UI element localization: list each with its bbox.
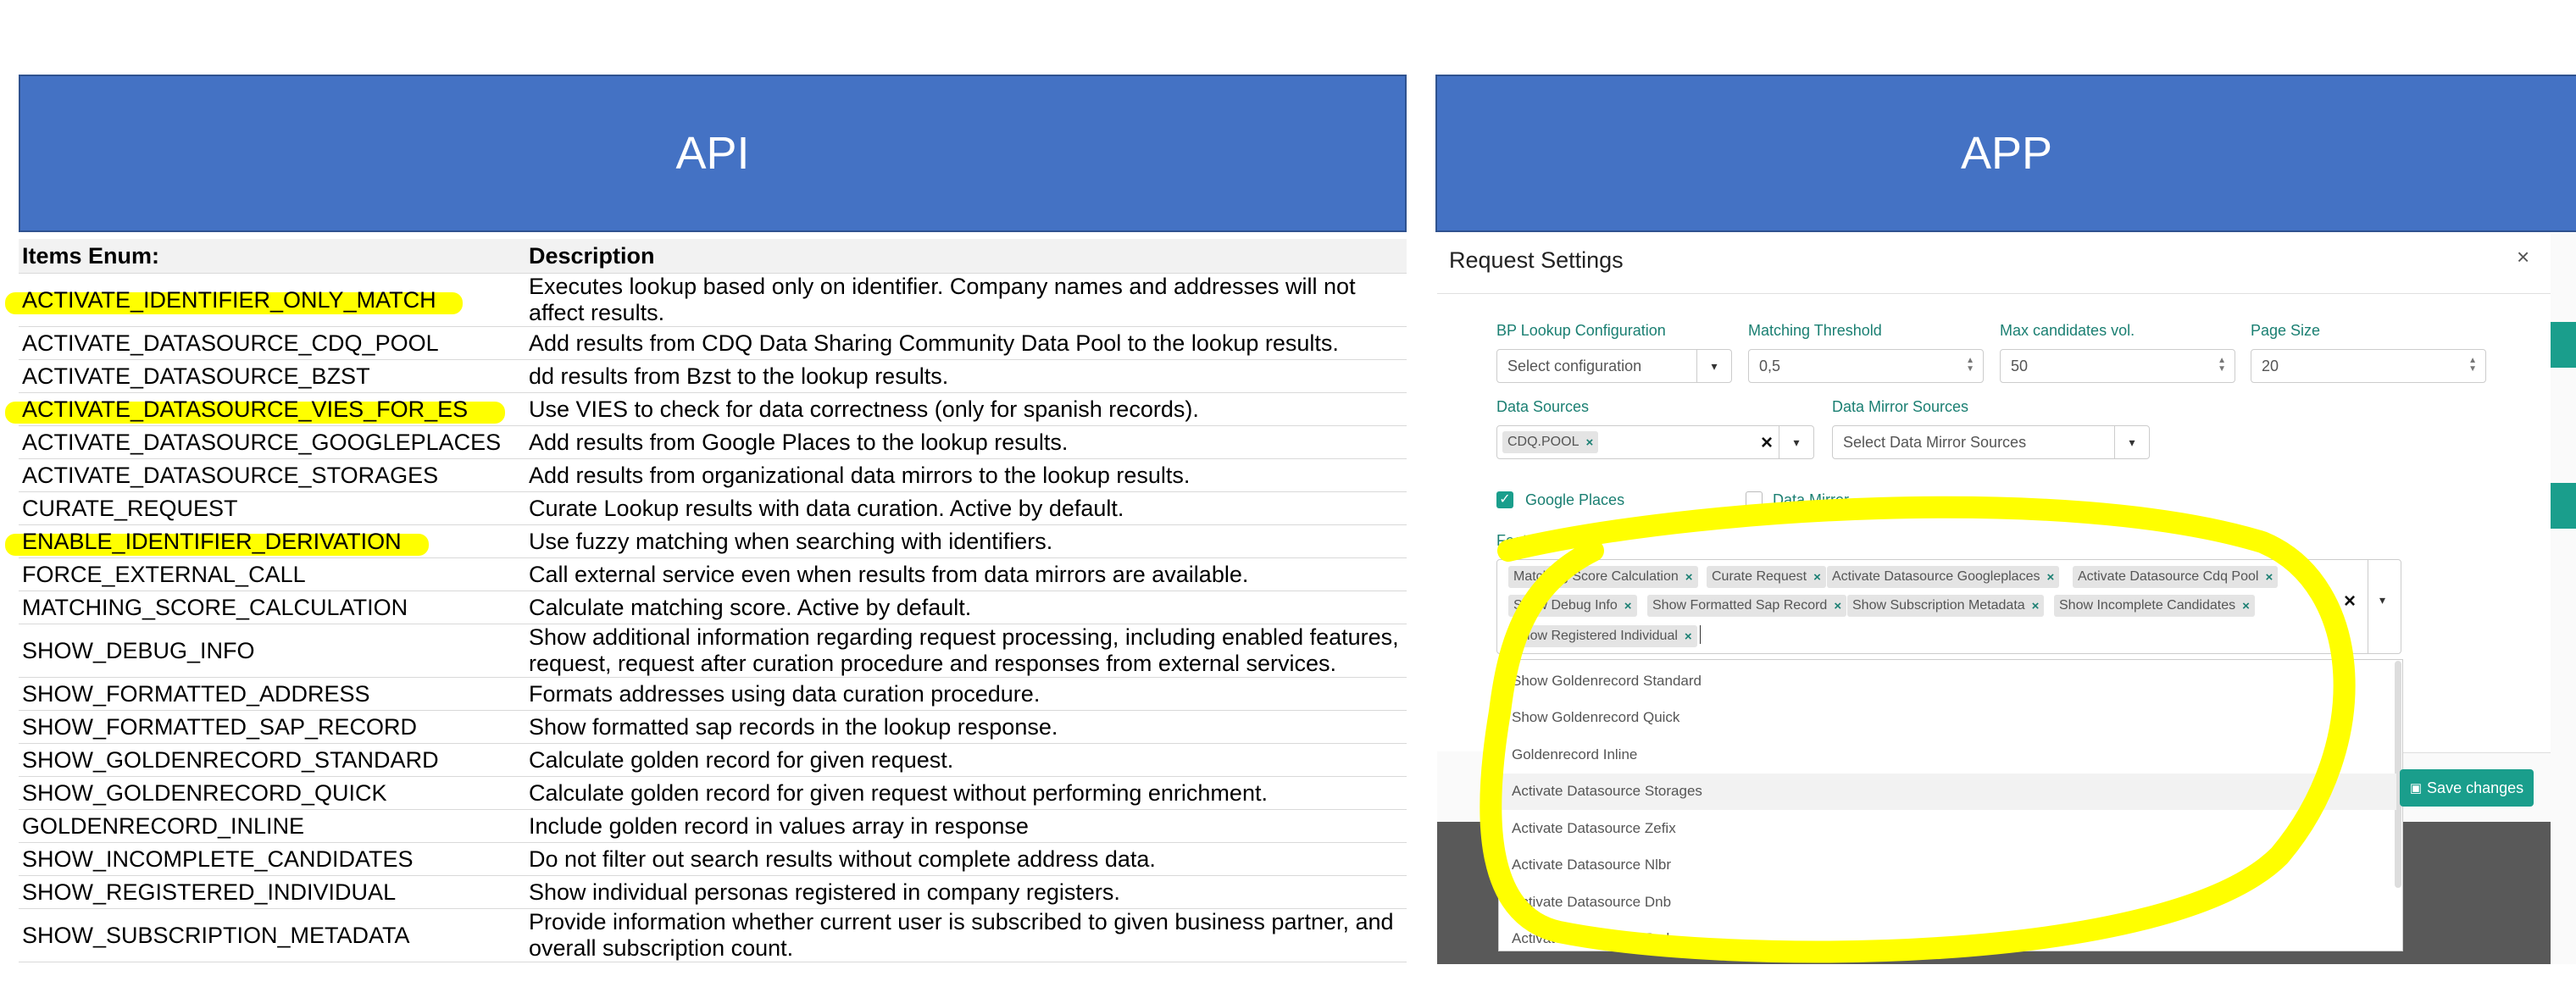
description-cell: Add results from Google Places to the lookup results.: [525, 426, 1407, 459]
remove-chip-icon[interactable]: ×: [1585, 435, 1594, 450]
enum-text: GOLDENRECORD_INLINE: [22, 812, 305, 839]
enum-cell: [19, 525, 525, 558]
table-row: [19, 426, 1407, 459]
save-changes-button[interactable]: [2400, 769, 2534, 807]
app-banner: [1435, 75, 2576, 232]
table-row: [19, 459, 1407, 492]
page-side-bar: [2551, 483, 2576, 529]
enum-text: SHOW_GOLDENRECORD_STANDARD: [22, 746, 439, 773]
dropdown-option[interactable]: Activate Datasource Bvd: [1512, 930, 1670, 946]
chevron-down-icon[interactable]: ▾: [1779, 426, 1813, 458]
table-row: [19, 810, 1407, 843]
feature-chip-label: Curate Request: [1712, 569, 1807, 584]
page-side-bar: [2551, 322, 2576, 368]
api-enum-table: [19, 239, 1407, 962]
feature-chip-label: Show Formatted Sap Record: [1652, 598, 1828, 613]
description-cell: Add results from CDQ Data Sharing Community Data Pool to the lookup results.: [525, 327, 1407, 360]
remove-chip-icon[interactable]: ×: [1685, 569, 1693, 585]
enum-cell: [19, 777, 525, 810]
bp-lookup-label: BP Lookup Configuration: [1496, 322, 1666, 339]
enum-cell: [19, 810, 525, 843]
enum-text: SHOW_GOLDENRECORD_QUICK: [22, 779, 387, 806]
feature-chip-label: Activate Datasource Cdq Pool: [2078, 569, 2259, 584]
enum-cell: [19, 274, 525, 327]
enum-cell: [19, 711, 525, 744]
enum-text: ACTIVATE_DATASOURCE_STORAGES: [22, 462, 439, 488]
description-cell: Call external service even when results from data mirrors are available.: [525, 558, 1407, 591]
enum-cell: [19, 459, 525, 492]
enum-name: [22, 363, 370, 389]
enum-text: ACTIVATE_IDENTIFIER_ONLY_MATCH: [22, 286, 436, 313]
features-on-label: Features ON: [1496, 532, 1585, 549]
enum-text: SHOW_FORMATTED_ADDRESS: [22, 680, 370, 707]
enum-cell: [19, 909, 525, 962]
table-row: [19, 274, 1407, 327]
table-row: [19, 558, 1407, 591]
feature-chip-label: Activate Datasource Googleplaces: [1832, 569, 2040, 584]
remove-chip-icon[interactable]: ×: [1684, 629, 1692, 644]
enum-name: [22, 747, 439, 773]
dropdown-option[interactable]: Show Goldenrecord Standard: [1512, 672, 1702, 689]
max-candidates-value: 50: [2011, 357, 2029, 374]
description-cell: Curate Lookup results with data curation. Active by default.: [525, 492, 1407, 525]
col-header-description: Description: [525, 239, 1407, 274]
bp-lookup-select[interactable]: [1496, 349, 1732, 383]
enum-cell: [19, 624, 525, 678]
save-icon: ▣: [2409, 781, 2423, 796]
chevron-down-icon[interactable]: ▾: [2379, 593, 2386, 607]
description-cell: Calculate golden record for given request.: [525, 744, 1407, 777]
enum-name: [22, 496, 238, 521]
description-cell: Formats addresses using data curation procedure.: [525, 678, 1407, 711]
enum-text: MATCHING_SCORE_CALCULATION: [22, 594, 408, 620]
chevron-down-icon[interactable]: ▾: [1696, 350, 1731, 382]
number-stepper-icon[interactable]: ▲ ▼: [1966, 356, 1974, 374]
enum-name: [22, 463, 438, 488]
dropdown-option[interactable]: Activate Datasource Zefix: [1512, 819, 1676, 836]
feature-chip-label: Show Incomplete Candidates: [2059, 598, 2236, 613]
table-row: [19, 492, 1407, 525]
matching-threshold-label: Matching Threshold: [1748, 322, 1882, 339]
data-source-chip-label: CDQ.POOL: [1507, 435, 1579, 449]
table-row: [19, 678, 1407, 711]
table-row: [19, 525, 1407, 558]
table-row: [19, 843, 1407, 876]
enum-name: [22, 681, 370, 707]
remove-chip-icon[interactable]: ×: [1834, 598, 1842, 613]
enum-text: ACTIVATE_DATASOURCE_CDQ_POOL: [22, 330, 439, 356]
enum-cell: [19, 327, 525, 360]
clear-features-icon[interactable]: ×: [2344, 590, 2357, 613]
page-size-label: Page Size: [2251, 322, 2321, 339]
description-cell: Show individual personas registered in company registers.: [525, 876, 1407, 909]
dialog-title: Request Settings: [1449, 247, 1624, 273]
enum-text: SHOW_FORMATTED_SAP_RECORD: [22, 713, 418, 740]
col-header-enum: Items Enum:: [19, 239, 525, 274]
enum-text: CURATE_REQUEST: [22, 495, 238, 521]
enum-text: FORCE_EXTERNAL_CALL: [22, 561, 306, 587]
data-sources-select[interactable]: [1496, 425, 1814, 459]
description-cell: Add results from organizational data mirrors to the lookup results.: [525, 459, 1407, 492]
data-mirror-label: Data Mirror: [1773, 491, 1850, 508]
enum-name: [22, 562, 306, 587]
clear-icon[interactable]: ×: [1760, 431, 1773, 454]
table-row: [19, 360, 1407, 393]
dropdown-option[interactable]: Goldenrecord Inline: [1512, 746, 1638, 762]
enum-name: [22, 923, 410, 948]
remove-chip-icon[interactable]: ×: [2242, 598, 2250, 613]
max-candidates-label: Max candidates vol.: [2000, 322, 2135, 339]
bp-lookup-placeholder: Select configuration: [1507, 357, 1642, 374]
enum-text: SHOW_SUBSCRIPTION_METADATA: [22, 922, 410, 948]
data-source-chip: [1502, 431, 1598, 453]
number-stepper-icon[interactable]: ▲ ▼: [2218, 356, 2226, 374]
description-cell: Show additional information regarding request processing, including enabled features, request, request after curation procedure and responses from external services.: [525, 624, 1407, 678]
table-row: [19, 591, 1407, 624]
table-header-row: [19, 239, 1407, 274]
dialog-footer-divider: [2403, 752, 2551, 753]
google-places-checkbox[interactable]: ✓: [1496, 491, 1513, 508]
enum-name: [22, 846, 414, 872]
enum-text: SHOW_DEBUG_INFO: [22, 637, 255, 663]
enum-name: [22, 330, 439, 356]
yellow-highlight-circle: [1474, 491, 2390, 966]
enum-name: [22, 595, 408, 620]
feature-chip-label: Matching Score Calculation: [1513, 569, 1679, 584]
enum-name: [22, 396, 468, 422]
number-stepper-icon[interactable]: ▲ ▼: [2468, 356, 2477, 374]
enum-text: ACTIVATE_DATASOURCE_GOOGLEPLACES: [22, 429, 502, 455]
data-sources-label: Data Sources: [1496, 398, 1590, 415]
enum-cell: [19, 678, 525, 711]
table-row: [19, 777, 1407, 810]
description-cell: Provide information whether current user is subscribed to given business partner, and overall subscription count.: [525, 909, 1407, 962]
description-cell: Use fuzzy matching when searching with identifiers.: [525, 525, 1407, 558]
enum-text: SHOW_REGISTERED_INDIVIDUAL: [22, 879, 397, 905]
enum-name: [22, 287, 436, 313]
table-row: [19, 624, 1407, 678]
enum-cell: [19, 744, 525, 777]
matching-threshold-value: 0,5: [1759, 357, 1781, 374]
enum-cell: [19, 492, 525, 525]
enum-name: [22, 813, 304, 839]
table-row: [19, 711, 1407, 744]
enum-text: ACTIVATE_DATASOURCE_BZST: [22, 363, 370, 389]
app-title: APP: [1960, 128, 2053, 179]
enum-cell: [19, 558, 525, 591]
enum-name: [22, 529, 402, 554]
table-row: [19, 909, 1407, 962]
data-mirror-sources-label: Data Mirror Sources: [1832, 398, 1969, 415]
close-icon[interactable]: ×: [2517, 244, 2530, 269]
enum-text: ACTIVATE_DATASOURCE_VIES_FOR_ES: [22, 396, 469, 422]
enum-cell: [19, 591, 525, 624]
enum-name: [22, 879, 396, 905]
remove-chip-icon[interactable]: ×: [1813, 569, 1821, 585]
remove-chip-icon[interactable]: ×: [2031, 598, 2040, 613]
dialog-header-divider: [1437, 293, 2551, 294]
description-cell: Do not filter out search results without complete address data.: [525, 843, 1407, 876]
description-cell: Show formatted sap records in the lookup response.: [525, 711, 1407, 744]
enum-text: SHOW_INCOMPLETE_CANDIDATES: [22, 846, 414, 872]
description-cell: Executes lookup based only on identifier. Company names and addresses will not affect results.: [525, 274, 1407, 327]
feature-chip-label: Show Registered Individual: [1513, 629, 1678, 643]
enum-cell: [19, 393, 525, 426]
enum-name: [22, 714, 417, 740]
max-candidates-input[interactable]: [2000, 349, 2235, 383]
chevron-down-icon[interactable]: ▾: [2114, 426, 2149, 458]
page-size-value: 20: [2262, 357, 2279, 374]
description-cell: Calculate matching score. Active by default.: [525, 591, 1407, 624]
enum-name: [22, 780, 387, 806]
description-cell: Use VIES to check for data correctness (only for spanish records).: [525, 393, 1407, 426]
api-banner: [19, 75, 1407, 232]
dropdown-option[interactable]: Activate Datasource Storages: [1498, 774, 2396, 810]
description-cell: Include golden record in values array in response: [525, 810, 1407, 843]
table-row: [19, 393, 1407, 426]
table-row: [19, 744, 1407, 777]
remove-chip-icon[interactable]: ×: [2046, 569, 2055, 585]
dropdown-option[interactable]: Activate Datasource Dnb: [1512, 893, 1672, 910]
remove-chip-icon[interactable]: ×: [2265, 569, 2273, 585]
feature-chip-label: Show Debug Info: [1513, 598, 1618, 613]
feature-chip-label: Show Subscription Metadata: [1852, 598, 2025, 613]
table-row: [19, 327, 1407, 360]
data-mirror-sources-select[interactable]: [1832, 425, 2150, 459]
save-changes-label: Save changes: [2427, 779, 2524, 796]
enum-cell: [19, 360, 525, 393]
enum-cell: [19, 843, 525, 876]
remove-chip-icon[interactable]: ×: [1624, 598, 1632, 613]
page-size-input[interactable]: [2251, 349, 2486, 383]
enum-text: ENABLE_IDENTIFIER_DERIVATION: [22, 528, 402, 554]
enum-name: [22, 638, 255, 663]
api-title: API: [675, 128, 750, 179]
description-cell: Calculate golden record for given request without performing enrichment.: [525, 777, 1407, 810]
dropdown-option[interactable]: Show Goldenrecord Quick: [1512, 709, 1680, 725]
enum-cell: [19, 426, 525, 459]
dropdown-option[interactable]: Activate Datasource Nlbr: [1512, 857, 1672, 873]
enum-name: [22, 430, 501, 455]
description-cell: dd results from Bzst to the lookup results.: [525, 360, 1407, 393]
enum-cell: [19, 876, 525, 909]
data-mirror-placeholder: Select Data Mirror Sources: [1843, 433, 2027, 451]
matching-threshold-input[interactable]: [1748, 349, 1984, 383]
google-places-label: Google Places: [1525, 491, 1625, 508]
table-row: [19, 876, 1407, 909]
